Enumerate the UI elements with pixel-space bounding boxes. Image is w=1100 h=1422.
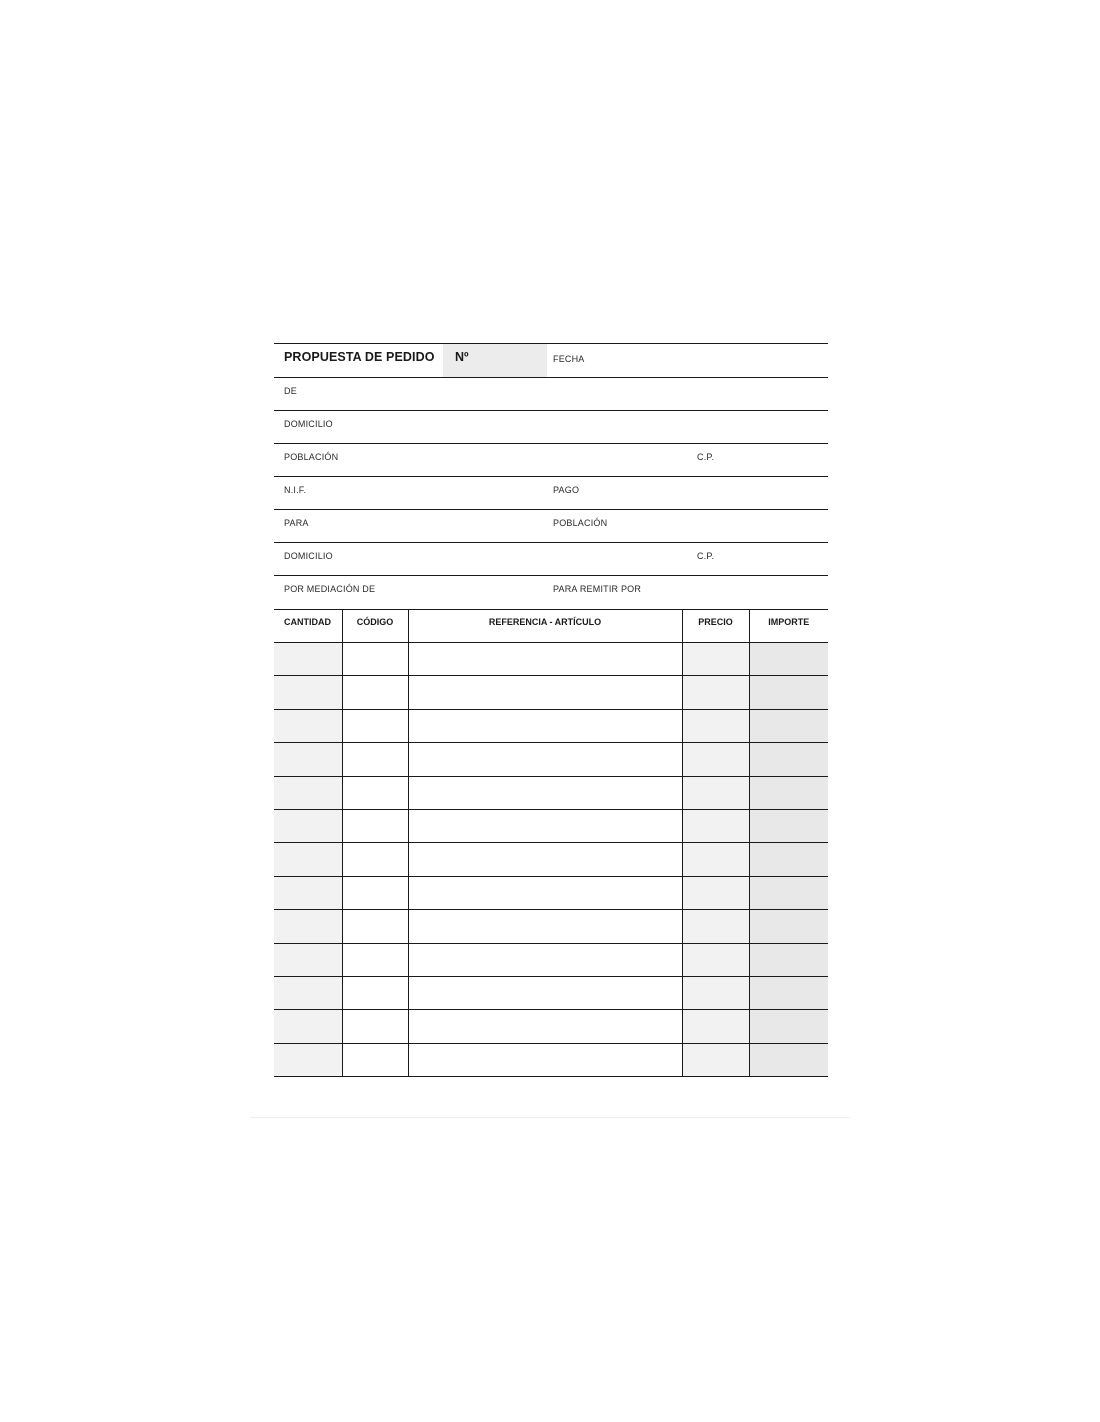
precio-cell[interactable] [682,1010,749,1043]
cantidad-cell[interactable] [274,809,342,842]
referencia-cell[interactable] [408,943,682,976]
table-row [274,876,828,909]
domicilio-label: DOMICILIO [284,419,333,429]
items-table-body [274,643,828,1077]
precio-cell[interactable] [682,776,749,809]
field-row-para[interactable] [274,509,828,542]
referencia-cell[interactable] [408,910,682,943]
para-domicilio-label: DOMICILIO [284,551,333,561]
column-header-importe: IMPORTE [749,610,828,643]
date-label: FECHA [553,354,585,364]
codigo-cell[interactable] [342,809,408,842]
items-table [274,609,828,1077]
de-label: DE [284,386,297,396]
form-title: PROPUESTA DE PEDIDO [284,350,435,364]
table-row [274,943,828,976]
referencia-cell[interactable] [408,809,682,842]
codigo-cell[interactable] [342,876,408,909]
nif-label: N.I.F. [284,485,307,495]
para-remitir-label: PARA REMITIR POR [553,584,642,594]
cantidad-cell[interactable] [274,643,342,676]
field-row-poblacion[interactable] [274,443,828,476]
table-row [274,1043,828,1076]
referencia-cell[interactable] [408,843,682,876]
field-row-de[interactable] [274,377,828,410]
referencia-cell[interactable] [408,1010,682,1043]
pago-label: PAGO [553,485,580,495]
field-row-mediacion[interactable] [274,575,828,608]
precio-cell[interactable] [682,643,749,676]
importe-cell[interactable] [749,843,828,876]
precio-cell[interactable] [682,943,749,976]
codigo-cell[interactable] [342,1010,408,1043]
precio-cell[interactable] [682,709,749,742]
codigo-cell[interactable] [342,709,408,742]
order-form [274,343,828,627]
referencia-cell[interactable] [408,1043,682,1076]
table-row [274,709,828,742]
importe-cell[interactable] [749,910,828,943]
cantidad-cell[interactable] [274,676,342,709]
precio-cell[interactable] [682,809,749,842]
precio-cell[interactable] [682,976,749,1009]
codigo-cell[interactable] [342,643,408,676]
importe-cell[interactable] [749,809,828,842]
cp-label: C.P. [697,452,715,462]
table-row [274,910,828,943]
table-row [274,676,828,709]
referencia-cell[interactable] [408,643,682,676]
referencia-cell[interactable] [408,709,682,742]
table-row [274,743,828,776]
precio-cell[interactable] [682,743,749,776]
cantidad-cell[interactable] [274,1010,342,1043]
importe-cell[interactable] [749,676,828,709]
column-header-codigo: CÓDIGO [342,610,408,643]
precio-cell[interactable] [682,843,749,876]
codigo-cell[interactable] [342,1043,408,1076]
importe-cell[interactable] [749,976,828,1009]
importe-cell[interactable] [749,776,828,809]
table-row [274,1010,828,1043]
table-row [274,809,828,842]
precio-cell[interactable] [682,1043,749,1076]
cantidad-cell[interactable] [274,1043,342,1076]
importe-cell[interactable] [749,1010,828,1043]
importe-cell[interactable] [749,943,828,976]
title-row [274,343,828,377]
cantidad-cell[interactable] [274,876,342,909]
cantidad-cell[interactable] [274,743,342,776]
table-row [274,643,828,676]
order-number-box[interactable] [443,344,547,377]
cantidad-cell[interactable] [274,910,342,943]
referencia-cell[interactable] [408,976,682,1009]
importe-cell[interactable] [749,876,828,909]
precio-cell[interactable] [682,876,749,909]
codigo-cell[interactable] [342,943,408,976]
cantidad-cell[interactable] [274,843,342,876]
column-header-referencia: REFERENCIA - ARTÍCULO [408,610,682,643]
codigo-cell[interactable] [342,743,408,776]
order-number-label: Nº [455,350,469,364]
codigo-cell[interactable] [342,976,408,1009]
poblacion-label: POBLACIÓN [284,452,339,462]
field-row-domicilio[interactable] [274,410,828,443]
para-poblacion-label: POBLACIÓN [553,518,608,528]
para-label: PARA [284,518,309,528]
referencia-cell[interactable] [408,743,682,776]
codigo-cell[interactable] [342,676,408,709]
referencia-cell[interactable] [408,776,682,809]
codigo-cell[interactable] [342,910,408,943]
bottom-divider [250,1117,850,1118]
table-header-row [274,610,828,643]
precio-cell[interactable] [682,910,749,943]
column-header-cantidad: CANTIDAD [274,610,342,643]
table-row [274,776,828,809]
cantidad-cell[interactable] [274,709,342,742]
importe-cell[interactable] [749,709,828,742]
referencia-cell[interactable] [408,676,682,709]
cantidad-cell[interactable] [274,943,342,976]
field-row-para-domicilio[interactable] [274,542,828,575]
table-row [274,976,828,1009]
column-header-precio: PRECIO [682,610,749,643]
field-row-nif[interactable] [274,476,828,509]
por-mediacion-label: POR MEDIACIÓN DE [284,584,376,594]
para-cp-label: C.P. [697,551,715,561]
cantidad-cell[interactable] [274,776,342,809]
codigo-cell[interactable] [342,776,408,809]
cantidad-cell[interactable] [274,976,342,1009]
importe-cell[interactable] [749,1043,828,1076]
codigo-cell[interactable] [342,843,408,876]
referencia-cell[interactable] [408,876,682,909]
table-row [274,843,828,876]
importe-cell[interactable] [749,743,828,776]
importe-cell[interactable] [749,643,828,676]
precio-cell[interactable] [682,676,749,709]
